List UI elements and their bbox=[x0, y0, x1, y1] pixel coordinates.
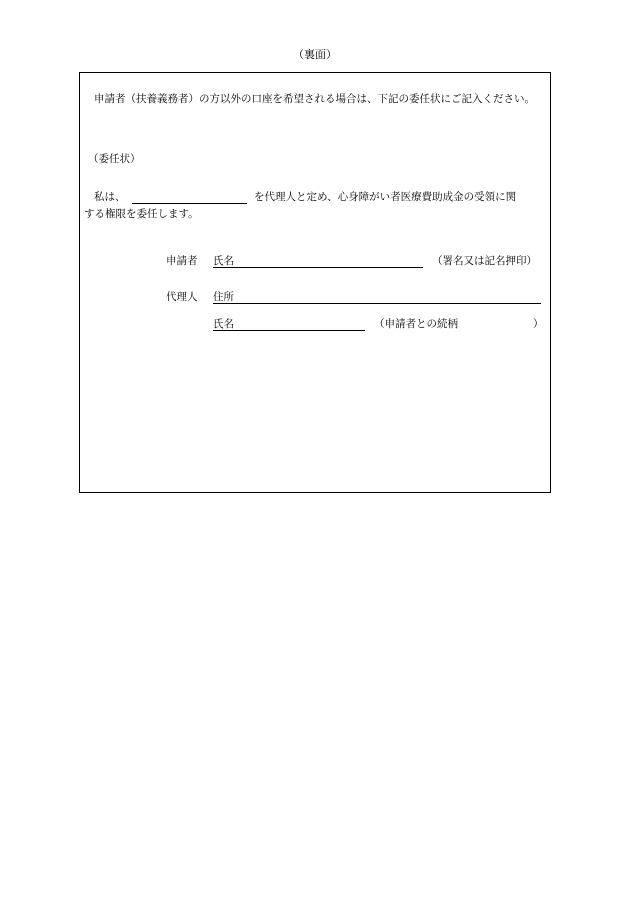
instruction-text: 申請者（扶養義務者）の方以外の口座を希望される場合は、下記の委任状にご記入ください。 bbox=[94, 93, 535, 105]
agent-relationship-note-open: （申請者との続柄 bbox=[374, 318, 458, 330]
page-heading: （裏面） bbox=[293, 48, 337, 61]
delegation-line2: する権限を委任します。 bbox=[84, 208, 199, 220]
agent-address-label: 住所 bbox=[213, 291, 234, 303]
section-title: （委任状） bbox=[88, 153, 141, 165]
delegation-prefix: 私は、 bbox=[94, 191, 126, 203]
applicant-name-line[interactable] bbox=[213, 267, 423, 268]
agent-name-blank-line[interactable] bbox=[132, 203, 247, 204]
agent-relationship-note-close: ） bbox=[533, 318, 544, 330]
agent-name-line[interactable] bbox=[213, 330, 365, 331]
agent-address-line[interactable] bbox=[213, 303, 541, 304]
delegation-suffix: を代理人と定め、心身障がい者医療費助成金の受領に関 bbox=[254, 191, 517, 203]
delegation-form-box bbox=[79, 72, 551, 493]
applicant-signature-note: （署名又は記名押印） bbox=[432, 255, 537, 267]
applicant-role-label: 申請者 bbox=[166, 255, 198, 267]
agent-role-label: 代理人 bbox=[166, 291, 198, 303]
applicant-name-label: 氏名 bbox=[213, 255, 234, 267]
agent-name-label: 氏名 bbox=[213, 318, 234, 330]
